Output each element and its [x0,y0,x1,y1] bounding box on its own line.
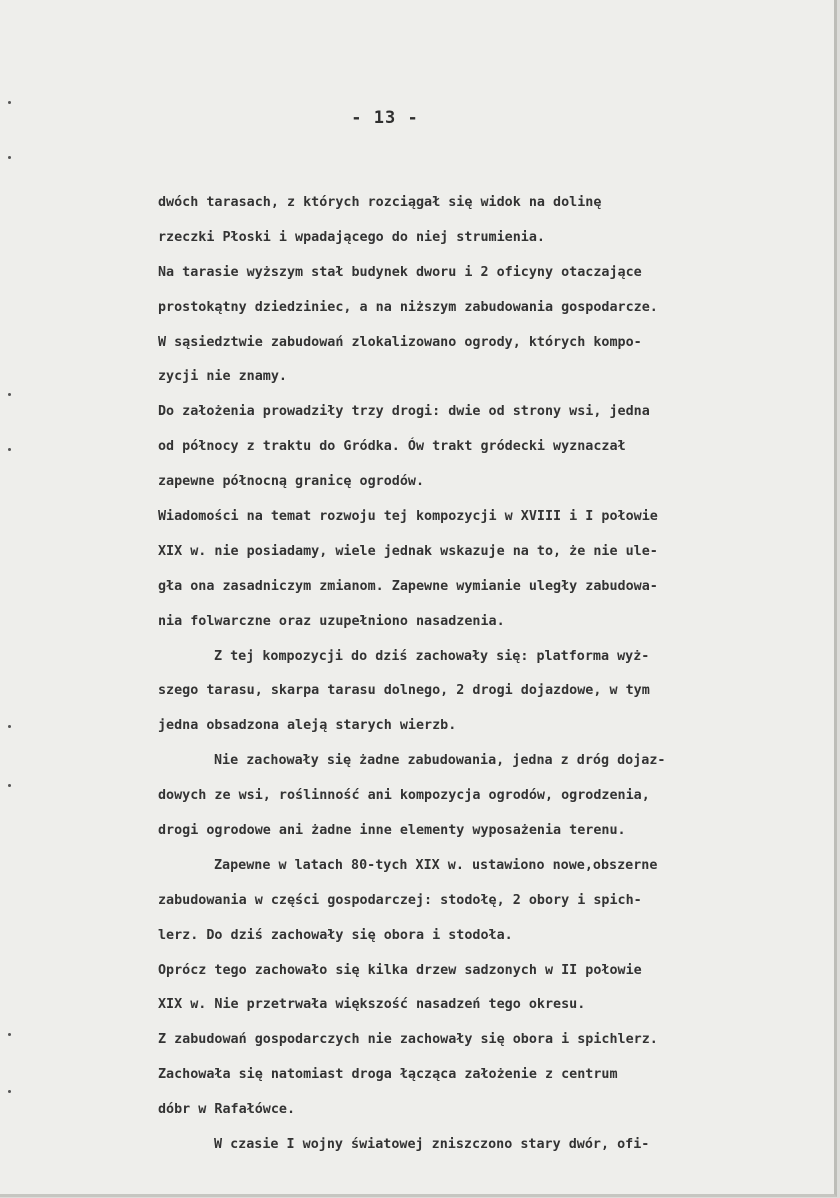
text-line: prostokątny dziedziniec, a na niższym zabudowania gospodarcze. [158,299,658,315]
text-line: rzeczki Płoski i wpadającego do niej strumienia. [158,229,545,245]
text-line: Na tarasie wyższym stał budynek dworu i 2 oficyny otaczające [158,264,642,280]
text-line: gła ona zasadniczym zmianom. Zapewne wymianie uległy zabudowa- [158,578,658,594]
margin-punch-marks [0,0,20,1198]
text-line: od północy z traktu do Gródka. Ów trakt gródecki wyznaczał [158,439,626,455]
text-line: dóbr w Rafałówce. [158,1102,296,1118]
page-number: - 13 - [351,108,419,128]
margin-dot [8,725,11,728]
text-line: drogi ogrodowe ani żadne inne elementy wyposażenia terenu. [158,823,626,839]
text-line: W czasie I wojny światowej zniszczono stary dwór, ofi- [214,1137,650,1153]
body-text [158,186,830,1163]
text-line: Nie zachowały się żadne zabudowania, jedna z dróg dojaz- [214,753,666,769]
text-line: dowych ze wsi, roślinność ani kompozycja ogrodów, ogrodzenia, [158,788,650,804]
margin-dot [8,393,11,396]
text-line: szego tarasu, skarpa tarasu dolnego, 2 drogi dojazdowe, w tym [158,683,650,699]
text-line: lerz. Do dziś zachowały się obora i stodoła. [158,927,513,943]
text-line: dwóch tarasach, z których rozciągał się widok na dolinę [158,195,602,210]
text-line: nia folwarczne oraz uzupełniono nasadzenia. [158,613,505,629]
text-line: Oprócz tego zachowało się kilka drzew sadzonych w II połowie [158,962,642,978]
text-line: Z tej kompozycji do dziś zachowały się: platforma wyż- [214,648,650,664]
text-line: zycji nie znamy. [158,369,287,385]
text-line: Do założenia prowadziły trzy drogi: dwie od strony wsi, jedna [158,404,650,420]
text-line: zapewne północną granicę ogrodów. [158,474,425,490]
margin-dot [8,1090,11,1093]
text-line: XIX w. Nie przetrwała większość nasadzeń tego okresu. [158,997,586,1013]
text-line: W sąsiedztwie zabudowań zlokalizowano ogrody, których kompo- [158,334,642,350]
text-line: Zapewne w latach 80-tych XIX w. ustawiono nowe,obszerne [214,857,658,873]
text-line: XIX w. nie posiadamy, wiele jednak wskazuje na to, że nie ule- [158,543,658,559]
margin-dot [8,1033,11,1036]
text-line: Z zabudowań gospodarczych nie zachowały się obora i spichlerz. [158,1032,658,1048]
margin-dot [8,156,11,159]
margin-dot [8,448,11,451]
text-line: zabudowania w części gospodarczej: stodołę, 2 obory i spich- [158,892,642,908]
text-line: Zachowała się natomiast droga łącząca założenie z centrum [158,1067,618,1083]
margin-dot [8,101,11,104]
margin-dot [8,784,11,787]
text-line: Wiadomości na temat rozwoju tej kompozycji w XVIII i I połowie [158,509,658,525]
text-line: jedna obsadzona aleją starych wierzb. [158,718,457,734]
